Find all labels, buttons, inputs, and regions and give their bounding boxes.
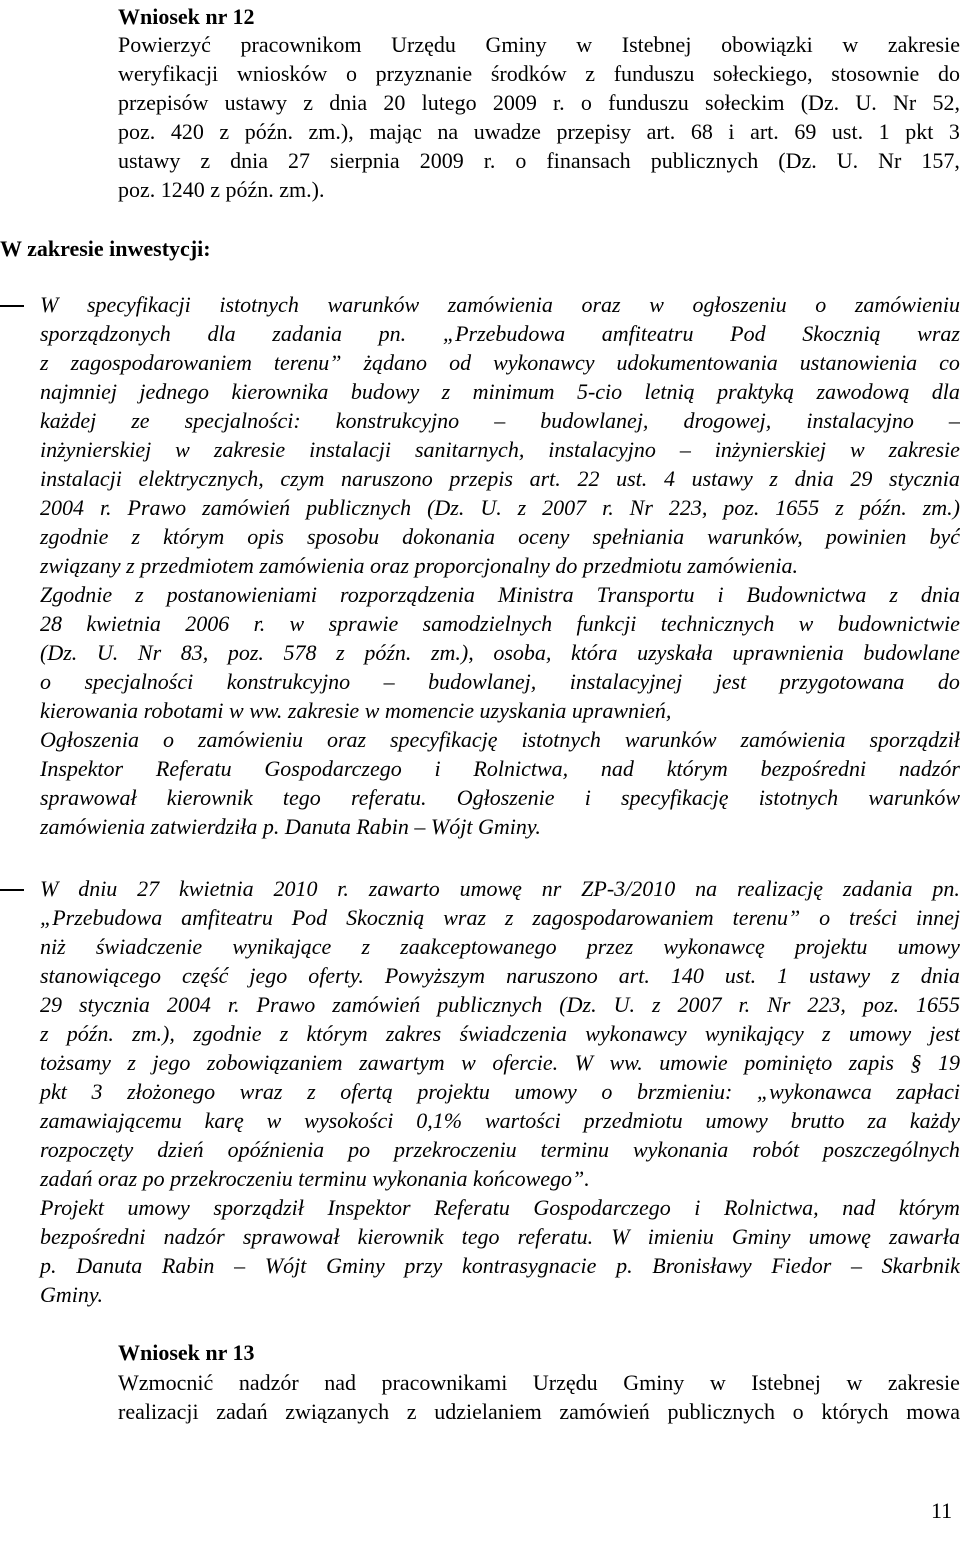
finding-1-line: 2004 r. Prawo zamówień publicznych (Dz. U. z 2007 r. Nr 223, poz. 1655 z późn. zm.) [40, 495, 960, 520]
list-dash-1 [0, 305, 24, 307]
finding-1-line: związany z przedmiotem zamówienia oraz proporcjonalny do przedmiotu zamówienia. [40, 553, 798, 578]
recommendation-13-title: Wniosek nr 13 [118, 1340, 255, 1365]
finding-1-line: z zagospodarowaniem terenu” żądano od wykonawcy udokumentowania ustanowienia co [40, 350, 960, 375]
finding-2-line: zadań oraz po przekroczeniu terminu wykonania końcowego”. [40, 1166, 590, 1191]
finding-2-line: Gminy. [40, 1282, 103, 1307]
finding-1-line: inżynierskiej w zakresie instalacji sanitarnych, instalacyjno – inżynierskiej w zakresie [40, 437, 960, 462]
finding-1-line: o specjalności konstrukcyjno – budowlanej, instalacyjnej jest przygotowana do [40, 669, 960, 694]
recommendation-12-line: poz. 420 z późn. zm.), mając na uwadze przepisy art. 68 i art. 69 ust. 1 pkt 3 [118, 119, 960, 144]
recommendation-12-line: przepisów ustawy z dnia 20 lutego 2009 r. o funduszu sołeckim (Dz. U. Nr 52, [118, 90, 960, 115]
recommendation-13-line: Wzmocnić nadzór nad pracownikami Urzędu Gminy w Istebnej w zakresie [118, 1370, 960, 1395]
finding-1-line: Zgodnie z postanowieniami rozporządzenia Ministra Transportu i Budownictwa z dnia [40, 582, 960, 607]
finding-1-line: instalacji elektrycznych, czym naruszono przepis art. 22 ust. 4 ustawy z dnia 29 stycznia [40, 466, 960, 491]
finding-1-line: Inspektor Referatu Gospodarczego i Rolnictwa, nad którym bezpośredni nadzór [40, 756, 960, 781]
finding-1-line: (Dz. U. Nr 83, poz. 578 z późn. zm.), osoba, która uzyskała uprawnienia budowlane [40, 640, 960, 665]
section-heading: W zakresie inwestycji: [0, 236, 211, 261]
finding-2-line: Projekt umowy sporządził Inspektor Referatu Gospodarczego i Rolnictwa, nad którym [40, 1195, 960, 1220]
finding-2-line: W dniu 27 kwietnia 2010 r. zawarto umowę nr ZP-3/2010 na realizację zadania pn. [40, 876, 960, 901]
finding-2-line: tożsamy z jego zobowiązaniem zawartym w ofercie. W ww. umowie pominięto zapis § 19 [40, 1050, 960, 1075]
finding-1-line: 28 kwietnia 2006 r. w sprawie samodzielnych funkcji technicznych w budownictwie [40, 611, 960, 636]
finding-1-line: sprawował kierownik tego referatu. Ogłoszenie i specyfikację istotnych warunków [40, 785, 960, 810]
finding-1-line: sporządzonych dla zadania pn. „Przebudowa amfiteatru Pod Skocznią wraz [40, 321, 960, 346]
recommendation-13-line: realizacji zadań związanych z udzielaniem zamówień publicznych o których mowa [118, 1399, 960, 1424]
finding-2-line: p. Danuta Rabin – Wójt Gminy przy kontrasygnacie p. Bronisławy Fiedor – Skarbnik [40, 1253, 960, 1278]
finding-2-line: niż świadczenie wynikające z zaakceptowanego przez wykonawcę projektu umowy [40, 934, 960, 959]
finding-2-line: zamawiającemu karę w wysokości 0,1% wartości przedmiotu umowy brutto za każdy [40, 1108, 960, 1133]
finding-2-line: „Przebudowa amfiteatru Pod Skocznią wraz z zagospodarowaniem terenu” o treści innej [40, 905, 960, 930]
finding-2-line: 29 stycznia 2004 r. Prawo zamówień publicznych (Dz. U. z 2007 r. Nr 223, poz. 1655 [40, 992, 960, 1017]
finding-1-line: W specyfikacji istotnych warunków zamówienia oraz w ogłoszeniu o zamówieniu [40, 292, 960, 317]
finding-1-line: zgodnie z którym opis sposobu dokonania oceny spełniania warunków, powinien być [40, 524, 960, 549]
finding-2-line: stanowiącego część jego oferty. Powyższym naruszono art. 140 ust. 1 ustawy z dnia [40, 963, 960, 988]
finding-2-line: z późn. zm.), zgodnie z którym zakres świadczenia wykonawcy wynikający z umowy jest [40, 1021, 960, 1046]
recommendation-12-line: poz. 1240 z późn. zm.). [118, 177, 325, 202]
recommendation-12-line: ustawy z dnia 27 sierpnia 2009 r. o finansach publicznych (Dz. U. Nr 157, [118, 148, 960, 173]
recommendation-12-line: Powierzyć pracownikom Urzędu Gminy w Istebnej obowiązki w zakresie [118, 32, 960, 57]
list-dash-2 [0, 889, 24, 891]
finding-2-line: bezpośredni nadzór sprawował kierownik tego referatu. W imieniu Gminy umowę zawarła [40, 1224, 960, 1249]
page-number: 11 [931, 1498, 953, 1523]
finding-1-line: najmniej jednego kierownika budowy z minimum 5-cio letnią praktyką zawodową dla [40, 379, 960, 404]
finding-1-line: zamówienia zatwierdziła p. Danuta Rabin – Wójt Gminy. [40, 814, 541, 839]
finding-1-line: Ogłoszenia o zamówieniu oraz specyfikację istotnych warunków zamówienia sporządził [40, 727, 960, 752]
finding-2-line: rozpoczęty dzień opóźnienia po przekroczeniu terminu wykonania robót poszczególnych [40, 1137, 960, 1162]
finding-2-line: pkt 3 złożonego wraz z ofertą projektu umowy o brzmieniu: „wykonawca zapłaci [40, 1079, 960, 1104]
recommendation-12-title: Wniosek nr 12 [118, 4, 255, 29]
recommendation-12-line: weryfikacji wniosków o przyznanie środków z funduszu sołeckiego, stosownie do [118, 61, 960, 86]
finding-1-line: kierowania robotami w ww. zakresie w momencie uzyskania uprawnień, [40, 698, 672, 723]
finding-1-line: każdej ze specjalności: konstrukcyjno – budowlanej, drogowej, instalacyjno – [40, 408, 960, 433]
